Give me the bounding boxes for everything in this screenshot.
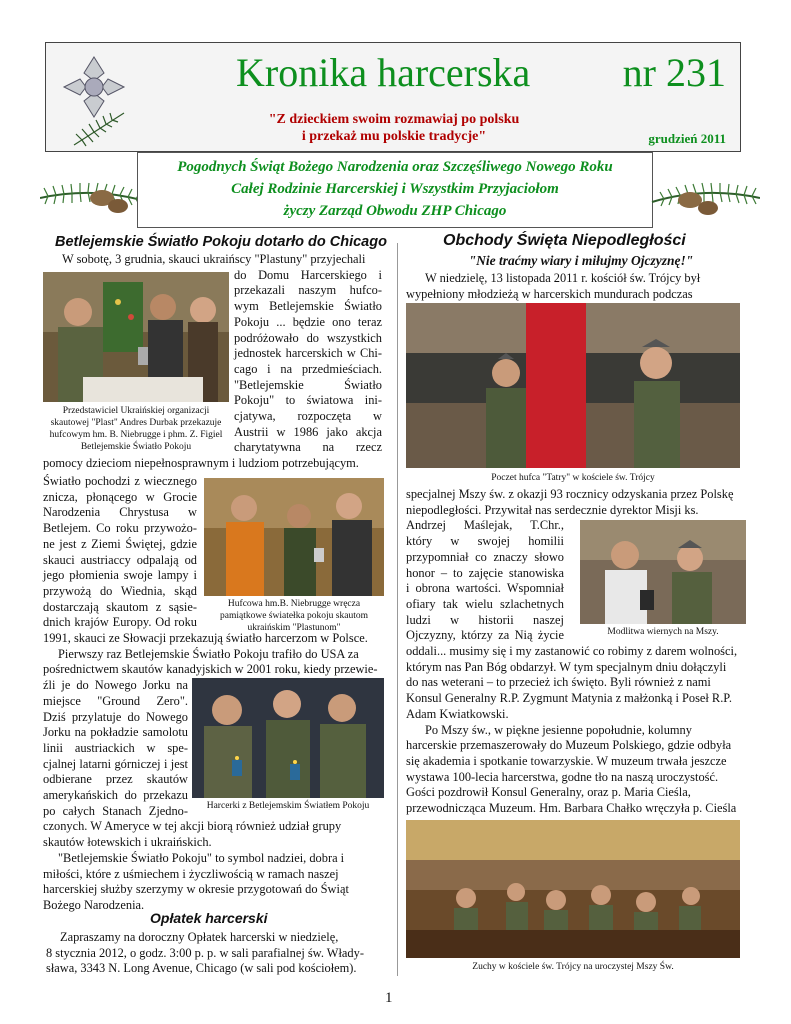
- left-headline-2: Opłatek harcerski: [150, 910, 268, 926]
- text-line: specjalnej Mszy św. z okazji 93 rocznicy odzyskania przez Polskę: [406, 487, 734, 501]
- text-line: się akademia i spotkanie towarzyskie. W muzeum trwała jeszcze: [406, 753, 727, 768]
- greeting-line-1: Pogodnych Świąt Bożego Narodzenia oraz Szczęśliwego Nowego Roku: [177, 159, 613, 175]
- text-line: przewodnicząca Muzeum. Hm. Barbara Chałko wręczyła p. Cieśla: [406, 801, 737, 815]
- photo-prayer: [580, 520, 746, 624]
- text-line: Konsul Generalny R.P. Zygmunt Matynia z małżonką i Poseł R.P.: [406, 691, 732, 706]
- page-number: 1: [385, 990, 393, 1006]
- greeting-line-2: Całej Rodzinie Harcerskiej i Wszystkim Przyjaciołom: [231, 181, 559, 197]
- motto-line-2: i przekaż mu polskie tradycje": [301, 129, 487, 144]
- photo-girl-scouts-light: [192, 678, 384, 798]
- text-line: cago i na przedmieściach.: [234, 361, 382, 376]
- text-line: "Betlejemskie Światło: [234, 377, 382, 392]
- text-line: wystawa 100-lecia harcerstwa, godne tło na naszą uroczystość.: [406, 769, 719, 784]
- text-line: jego płomienia swoje lampy i: [43, 568, 197, 583]
- right-headline: Obchody Święta Niepodległości: [443, 232, 686, 249]
- text-line: dostarczają skautom z sąsie-: [43, 599, 197, 614]
- photo-caption-2: Hufcowa hm.B. Niebrugge wręcza pamiątkowe światełka pokoju skautom ukraińskim "Plastunom": [219, 599, 368, 633]
- text-line: 1991, skauci ze Słowacji przekazują światło harcerzom w Polsce.: [43, 631, 368, 645]
- text-line: harcerskie przemaszerowały do Muzeum Polskiego, gdzie odbyła: [406, 738, 732, 753]
- greeting-line-3: życzy Zarząd Obwodu ZHP Chicago: [283, 203, 507, 219]
- text-line: cjalnej latarni górniczej i jest: [43, 756, 188, 771]
- text-line: czonych. W Ameryce w tej akcji biorą również udział grupy: [43, 819, 342, 834]
- photo-caption-1: Przedstawiciel Ukraińskiej organizacji skautowej "Plast" Andres Durbak przekazuje hufcowym hm. B. Niebrugge i phm. Z. Figiel Betlejemskie Światło Pokoju: [49, 406, 223, 452]
- text-line: Betlejem. Co roku przywożo-: [43, 521, 197, 536]
- photo-commemorative-lights: [204, 478, 384, 596]
- text-line: przywożą do Wiednia, skąd: [43, 583, 197, 598]
- text-line: i obrona wartości. Wspomniał: [406, 581, 564, 596]
- text-line: Andrzej Maślejak, T.Chr.,: [406, 518, 564, 533]
- text-line: charytatywna na rzecz: [234, 440, 382, 455]
- text-line: honor – to zajęcie stanowiska: [406, 565, 564, 580]
- text-line: sława, 3343 N. Long Avenue, Chicago (w sali pod kościołem).: [46, 961, 357, 976]
- text-line: Austrii w 1986 jako akcja: [234, 424, 382, 439]
- pine-branch-right-icon: [650, 168, 760, 226]
- left-headline: Betlejemskie Światło Pokoju dotarło do Chicago: [55, 234, 387, 250]
- text-line: jednostek harcerskich w Chi-: [234, 346, 382, 361]
- text-line: do Domu Harcerskiego i: [234, 267, 382, 282]
- text-line: odbierane przez skautów: [43, 772, 188, 787]
- text-line: skautów łotewskich i ukraińskich.: [43, 835, 212, 850]
- text-line: pośrednictwem skautów kanadyjskich w 2001 roku, kiedy przewie-: [43, 662, 378, 677]
- text-line: dnich krajów Europy. Od roku: [43, 615, 197, 630]
- text-line: Dziś przylatuje do Nowego: [43, 709, 188, 724]
- photo-cub-scouts-mass: [406, 820, 740, 958]
- text-line: "Betlejemskie Światło Pokoju" to symbol nadziei, dobra i: [58, 850, 345, 865]
- column-divider: [397, 243, 398, 976]
- text-line: miłości, które z uśmiechem i życzliwością w ramach naszej: [43, 866, 339, 881]
- text-line: W niedzielę, 13 listopada 2011 r. kościół św. Trójcy był: [425, 271, 701, 285]
- photo-caption-4: Poczet hufca "Tatry" w kościele św. Trójcy: [491, 473, 655, 483]
- photo-color-guard: [406, 303, 740, 468]
- text-line: linii austriackich w spe-: [43, 740, 188, 755]
- photo-light-handover: [43, 272, 229, 402]
- text-line: Po Mszy św., w piękne jesienne popołudnie, kolumny: [425, 722, 692, 737]
- text-line: Pokoju" to światowa ini-: [234, 393, 382, 408]
- text-line: znicza, płonącego w Grocie: [43, 489, 197, 504]
- text-line: ludzi w historii naszej: [406, 612, 564, 627]
- text-line: amerykańskich do przekazu: [43, 788, 188, 802]
- photo-caption-3: Harcerki z Betlejemskim Światłem Pokoju: [206, 801, 370, 811]
- text-line: Narodzenia Chrystusa w: [43, 505, 197, 520]
- text-line: miejsce "Ground Zero".: [43, 693, 188, 708]
- text-line: cjatywa, rozpoczęta w: [234, 409, 382, 423]
- text-line: ne jest z Ziemi Świętej, gdzie: [43, 536, 197, 551]
- text-line: Światło pochodzi z wiecznego: [43, 474, 197, 488]
- text-line: Jorku na pokładzie samolotu: [43, 725, 188, 740]
- photo-caption-5: Modlitwa wiernych na Mszy.: [607, 627, 719, 637]
- text-line: niepodległości. Przywitał nas serdecznie dyrektor Misji ks.: [406, 502, 699, 517]
- text-line: Gości pozdrowił Konsul Generalny, oraz p. Maria Cieśla,: [406, 785, 691, 800]
- text-line: Adam Kwiatkowski.: [406, 706, 509, 721]
- photo-caption-6: Zuchy w kościele św. Trójcy na uroczystej Mszy Św.: [472, 962, 674, 972]
- text-line: wypełniony młodzieżą w harcerskich mundurach podczas: [406, 286, 693, 301]
- text-line: skauci austriaccy odpalają od: [43, 552, 197, 567]
- text-line: podróżowało do wszystkich: [234, 330, 382, 345]
- text-line: Bożego Narodzenia.: [43, 897, 145, 912]
- text-line: wym Betlejemskie Światło: [234, 299, 382, 314]
- text-line: harcerskiej służby szerzymy w okresie przygotowań do Świąt: [43, 882, 349, 897]
- text-line: ofiary tak wielu szlachetnych: [406, 596, 564, 611]
- text-line: pomocy dzieciom niepełnosprawnym i ludziom potrzebującym.: [43, 456, 359, 471]
- text-line: który w swojej homilii: [406, 534, 564, 549]
- text-line: Ojczyzny, którzy za Nią życie: [406, 628, 564, 643]
- text-line: którym nas Pan Bóg obdarzył. W tym specjalnym dniu dołączyli: [406, 659, 727, 674]
- text-line: przekazali naszym hufco-: [234, 283, 382, 298]
- text-line: 8 stycznia 2012, o godz. 3:00 p. p. w sali parafialnej św. Włady-: [46, 945, 364, 960]
- newsletter-title: Kronika harcerska: [236, 50, 531, 95]
- motto-line-1: "Z dzieckiem swoim rozmawiaj po polsku: [268, 112, 520, 127]
- christmas-greeting-box: [137, 152, 653, 228]
- issue-number: nr 231: [622, 50, 726, 95]
- text-line: do nas weterani – to przecież ich święto. Byli również z nami: [406, 675, 711, 690]
- text-line: źli je do Nowego Jorku na: [43, 678, 188, 693]
- text-line: Zapraszamy na doroczny Opłatek harcerski w niedzielę,: [60, 930, 339, 944]
- text-line: Pierwszy raz Betlejemskie Światło Pokoju trafiło do USA za: [58, 646, 359, 661]
- issue-date: grudzień 2011: [648, 131, 726, 146]
- text-line: po całych Stanach Zjedno-: [43, 803, 188, 818]
- text-line: oddali... musimy się i my zastanowić co robimy z darem wolności,: [406, 644, 738, 658]
- pine-branch-left-icon: [40, 168, 150, 226]
- text-line: Pokoju ... będzie ono teraz: [234, 314, 382, 329]
- right-subhead: "Nie traćmy wiary i miłujmy Ojczyznę!": [468, 253, 694, 268]
- text-line: W sobotę, 3 grudnia, skauci ukraińscy "Plastuny" przyjechali: [62, 252, 366, 266]
- masthead: [45, 42, 741, 152]
- text-line: przypomniał co znaczy słowo: [406, 549, 564, 564]
